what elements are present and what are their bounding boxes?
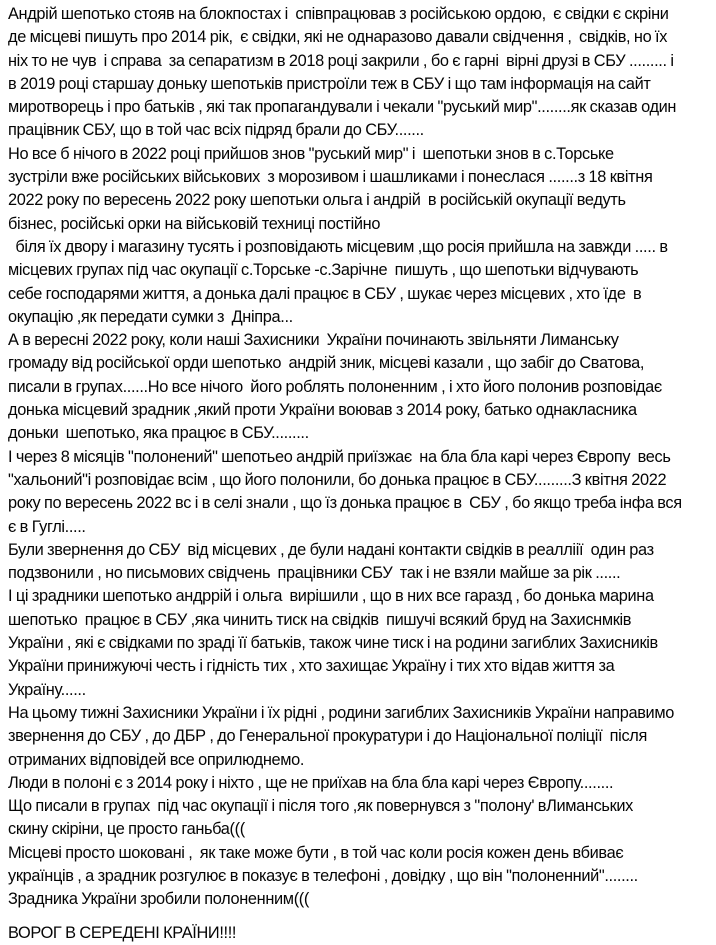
text-line: "хальоний"і розповідає всім , що його полонили, бо донька працює в СБУ.........З квітня 2022 [8,470,667,489]
text-line: є в Гуглі..... [8,517,86,536]
text-line: року по вересень 2022 вс і в селі знали , що їз донька працює в СБУ , бо якщо треба інфа вся [8,494,682,513]
text-line: себе господарями життя, а донька далі працює в СБУ , шукає через місцевих , хто їде в [8,284,642,303]
text-line: шепотько працює в СБУ ,яка чинить тиск на свідків пишучі всякий бруд на Захиснмків [8,610,632,629]
text-line: де місцеві пишуть про 2014 рік, є свідки, які не однаразово давали свідчення , свідків, но їх [8,28,668,47]
text-line: писали в групах......Но все нічого його роблять полоненним , і хто його полонив розповідає [8,377,662,396]
text-line: На цьому тижні Захисники України і їх рідні , родини загиблих Захисників України направимо [8,703,674,722]
text-line: працівник СБУ, що в той час всіх підряд брали до СБУ....... [8,121,424,140]
text-line: скину скіріни, це просто ганьба((( [8,820,245,839]
text-line: Люди в полоні є з 2014 року і ніхто , ще не приїхав на бла бла карі через Європу........ [8,773,614,792]
text-line: місцевих групах під час окупації с.Торське -с.Зарічне пишуть , що шепотьки відчувають [8,261,639,280]
text-line: подзвонили , но письмових свідчень працівники СБУ так і не взяли майше за рік ...... [8,564,621,583]
text-line: Но все б нічого в 2022 році прийшов знов "руський мир" і шепотьки знов в с.Торське [8,144,614,163]
text-line: громаду від російської орди шепотько андрій зник, місцеві казали , що забіг до Сватова, [8,354,645,373]
text-line: І ці зрадники шепотько андррій і ольга вирішили , що в них все гаразд , бо донька марина [8,587,654,606]
text-line: Що писали в групах під час окупації і після того ,як повернувся з "полону' вЛиманських [8,797,633,816]
text-line: Зрадника України зробили полоненним((( [8,890,309,909]
text-line: А в вересні 2022 року, коли наші Захисники України починають звільняти Лиманську [8,331,619,350]
text-line: України , які є свідками по зраді її батьків, також чине тиск і на родини загиблих Захисників [8,634,658,653]
text-line: 2022 року по вересень 2022 року шепотьки ольга і андрій в російській окупації ведуть [8,191,626,210]
text-line: українців , а зрадник розгулює в показує в телефоні , довідку , що він "полоненний"........ [8,866,638,885]
text-line: І через 8 місяців "полонений" шепотьео андрій приїзжає на бла бла карі через Європу весь [8,447,671,466]
text-line: звернення до СБУ , до ДБР , до Генеральної прокуратури і до Національної поліції після [8,727,647,746]
text-line: зустріли вже російських військових з морозивом і шашликами і понеслася .......з 18 квітня [8,168,653,187]
text-line: Місцеві просто шоковані , як таке може бути , в той час коли росія кожен день вбиває [8,843,624,862]
text-line: бізнес, російські орки на військовій техниці постійно [8,214,381,233]
text-line: доньки шепотько, яка працює в СБУ......... [8,424,309,443]
text-line: окупацію ,як передати сумки з Дніпра... [8,307,293,326]
text-line: Україну...... [8,680,86,699]
text-line: Були звернення до СБУ від місцевих , де були надані контакти свідків в реалліії один раз [8,540,654,559]
post-body [8,3,714,945]
text-line: Андрій шепотько стояв на блокпостах і співпрацював з російською ордою, є свідки є скріни [8,5,669,23]
text-line: України принижуючі честь і гідність тих , хто захищає Україну і тих хто відав життя за [8,657,615,676]
text-line: біля їх двору і магазину тусять і розповідають місцевим ,що росія прийшла на завжди ..... в [8,237,668,256]
text-line: в 2019 році старшау доньку шепотьків пристроїли теж в СБУ і що там інформація на сайт [8,74,651,93]
text-line: отриманих відповідей все оприлюднемо. [8,750,305,769]
text-line: ніх то не чув і справа за сепаратизм в 2018 році закрили , бо є гарні вірні друзі в СБУ ......... і [8,51,674,70]
text-line: донька місцевий зрадник ,який проти України воював з 2014 року, батько однакласника [8,401,637,420]
text-line: миротворець і про батьків , які так пропагандували і чекали "руський мир"........як сказав один [8,98,677,117]
closing-statement: ВОРОГ В СЕРЕДЕНІ КРАЇНИ!!!! [8,923,237,942]
